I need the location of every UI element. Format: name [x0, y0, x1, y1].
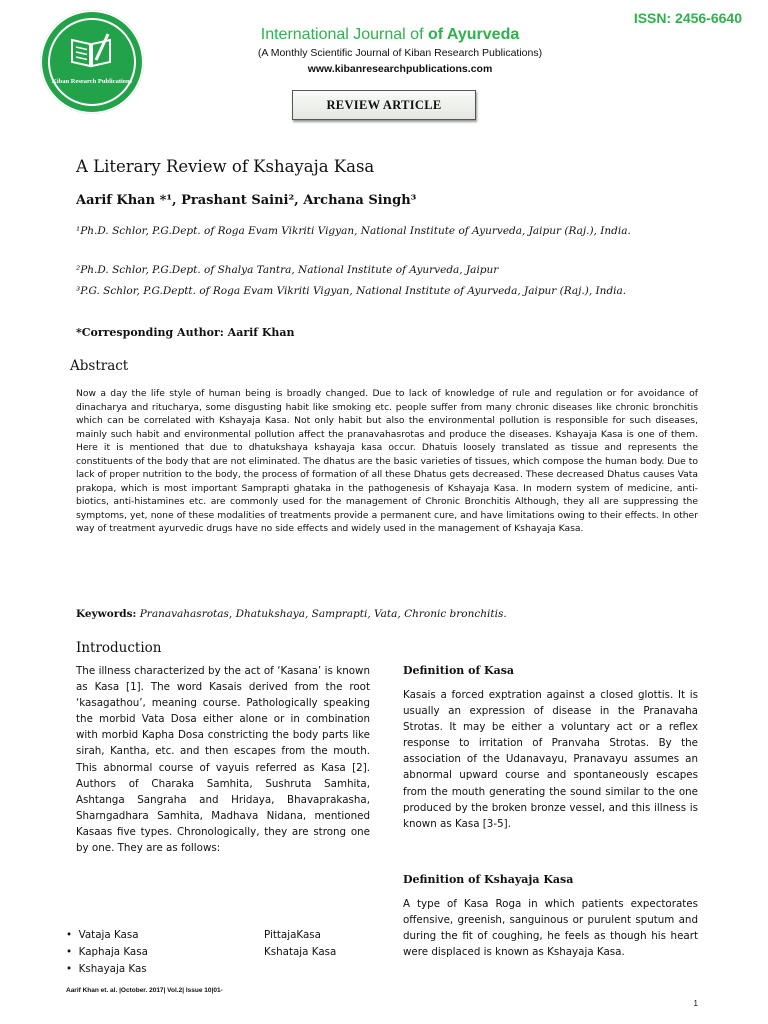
keywords-line [76, 608, 507, 620]
definition-kasa-text: Kasais a forced exptration against a closed glottis. It is usually an expression of disease in the Pranavaha Strotas. It may be either a voluntary act or a reflex response to irritation of Pranvaha Strotas. By the association of the Udanavayu, Pranavayu assumes an abnormal upward course and spontaneously escapes from the mouth generating the sound similar to the one produced by the broken bronze vessel, and this illness is known as Kasa [3-5]. [403, 689, 698, 830]
logo-text: Kiban Research Publications [51, 78, 133, 85]
abstract-text: Now a day the life style of human being is broadly changed. Due to lack of knowledge of rule and regulation or for avoidance of dinacharya and ritucharya, some disgusting habit like smoking etc. people suffer from many chronic diseases like chronic bronchitis which can be correlated with Kshayaja Kasa. Not only habit but also the environmental pollution is responsible for such diseases, mainly such habit and environmental pollution affect the pranavahasrotas and produce the diseases. Kshayaja Kasa is one of them. Here it is mentioned that due to dhatukshaya kshayaja kasa occur. Dhatuis loosely translated as tissue and represents the constituents of the body that are not eliminated. The dhatus are the basic varieties of tissues, which compose the human body. Due to lack of proper nutrition to the body, the process of formation of all these Dhatus gets decreased. These decreased Dhatus causes Vata prakopa, which is most important Samprapti ghataka in the pathogenesis of Kshayaja Kasa. In modern system of medicine, anti-biotics, anti-histamines etc. are commonly used for the management of Chronic Bronchitis Although, they all are suppressing the symptoms, yet, none of these modalities of treatments provide a permanent cure, and have limitations owing to their effects. In other way of treatment ayurvedic drugs have no side effects and widely used in the management of Kshayaja Kasa. [76, 388, 698, 534]
kasa-type-label: Kshataja Kasa [264, 946, 337, 958]
paper-title: A Literary Review of Kshayaja Kasa [76, 157, 375, 176]
article-type-badge: REVIEW ARTICLE [292, 90, 476, 120]
journal-title [180, 26, 600, 44]
kasa-type-label: Kshayaja Kas [78, 963, 147, 975]
keywords-label: Keywords: [76, 608, 137, 620]
journal-subtitle: (A Monthly Scientific Journal of Kiban Research Publications) [257, 47, 543, 59]
author-list: Aarif Khan *¹, Prashant Saini², Archana Singh³ [76, 193, 417, 208]
kasa-type-label: Kaphaja Kasa [78, 946, 148, 958]
introduction-heading: Introduction [76, 640, 162, 656]
definition-kshayaja-text: A type of Kasa Roga in which patients expectorates offensive, greenish, sanguinous or purulent sputum and during the fit of coughing, he feels as though his heart were displaced is known as Kshayaja Kasa. [403, 898, 698, 959]
definition-kshayaja-heading: Definition of Kshayaja Kasa [403, 873, 574, 886]
list-item: • Vataja Kasa [66, 929, 139, 941]
journal-title-prefix: International Journal of [260, 26, 428, 43]
issn-label: ISSN: 2456-6640 [633, 10, 742, 26]
journal-url-link[interactable]: www.kibanresearchpublications.com [307, 63, 493, 75]
kasa-type-label: Vataja Kasa [78, 929, 139, 941]
page-number: 1 [693, 999, 698, 1008]
corresponding-author: *Corresponding Author: Aarif Khan [76, 326, 295, 339]
list-item [264, 946, 336, 958]
book-pen-icon [68, 30, 114, 70]
list-item [264, 929, 321, 941]
list-item: • Kaphaja Kasa [66, 946, 148, 958]
keywords-list: Pranavahasrotas, Dhatukshaya, Samprapti, Vata, Chronic bronchitis. [136, 608, 507, 620]
list-item: • Kshayaja Kas [66, 963, 147, 975]
abstract-heading: Abstract [70, 358, 129, 374]
affiliation-3: ³P.G. Schlor, P.G.Deptt. of Roga Evam Vikriti Vigyan, National Institute of Ayurveda, Jaipur (Raj.), India. [76, 285, 627, 297]
journal-title-bold: of Ayurveda [427, 26, 520, 43]
kasa-type-label: PittajaKasa [264, 929, 321, 941]
affiliation-1: ¹Ph.D. Schlor, P.G.Dept. of Roga Evam Vikriti Vigyan, National Institute of Ayurveda, Jaipur (Raj.), India. [76, 225, 631, 237]
introduction-text: The illness characterized by the act of ‘Kasana’ is known as Kasa [1]. The word Kasais derived from the root ‘kasagathou’, meaning course. Pathologically speaking the morbid Vata Dosa either alone or in combination with morbid Kapha Dosa constricting the body parts like sirah, Kantha, etc. and then escapes from the mouth. This abnormal course of vayuis referred as Kasa [2]. Authors of Charaka Samhita, Sushruta Samhita, Ashtanga Sangraha and Hridaya, Bhavaprakasha, Sharngadhara Samhita, Madhava Nidana, mentioned Kasaas five types. Chronologically, they are strong one by one. They are as follows: [76, 665, 370, 855]
publisher-logo [40, 10, 144, 114]
definition-kasa-heading: Definition of Kasa [403, 664, 515, 677]
footer-citation: Aarif Khan et. al. |October. 2017| Vol.2| Issue 10|01- [66, 987, 223, 994]
affiliation-2: ²Ph.D. Schlor, P.G.Dept. of Shalya Tantra, National Institute of Ayurveda, Jaipur [76, 264, 499, 276]
